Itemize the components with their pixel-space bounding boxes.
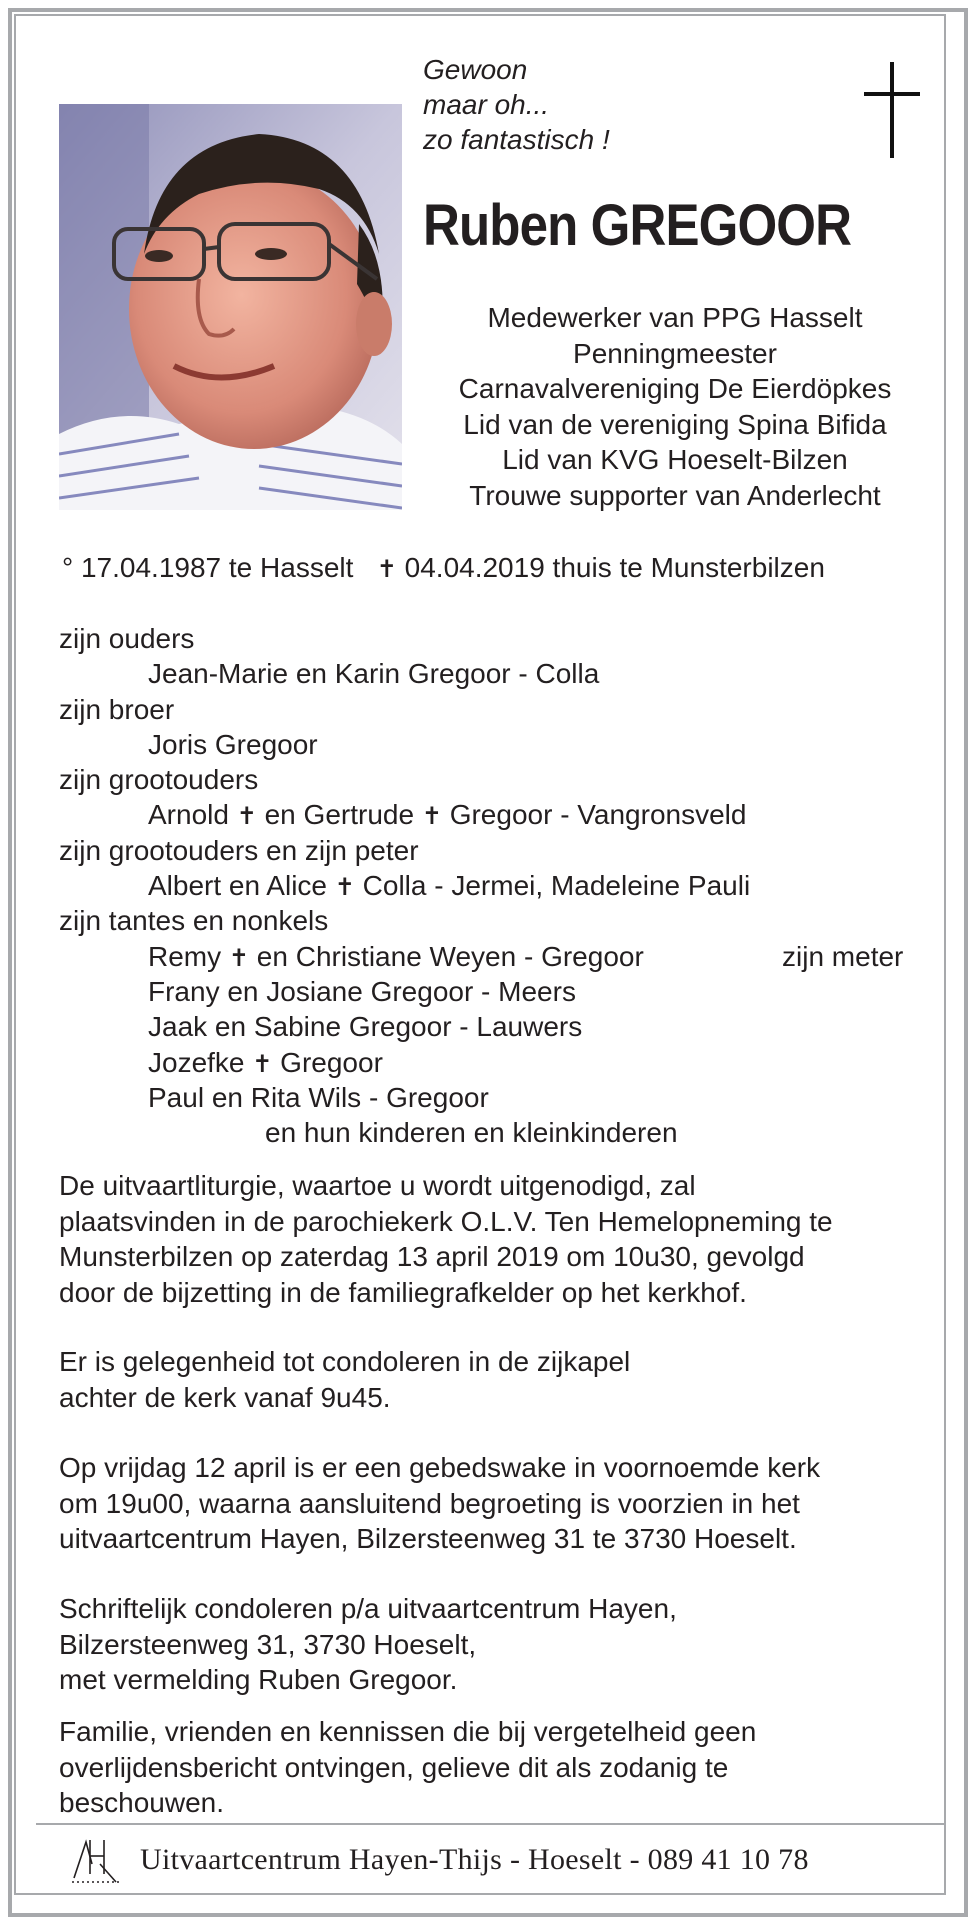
- notice-paragraph: [59, 1714, 939, 1821]
- family-heading: zijn ouders: [59, 623, 195, 654]
- family-member: Jaak en Sabine Gregoor - Lauwers: [148, 1011, 583, 1043]
- role-item: Penningmeester: [573, 337, 777, 369]
- paragraph-line: Munsterbilzen op zaterdag 13 april 2019 om 10u30, gevolgd: [59, 1241, 805, 1272]
- paragraph-line: Schriftelijk condoleren p/a uitvaartcentrum Hayen,: [59, 1593, 677, 1624]
- birth-symbol: °: [62, 552, 74, 583]
- birth-date: 17.04.1987 te Hasselt: [80, 552, 354, 583]
- paragraph-line: overlijdensbericht ontvingen, gelieve dit als zodanig te: [59, 1751, 729, 1783]
- quote-line: maar oh...: [423, 89, 550, 120]
- family-member: Paul en Rita Wils - Gregoor: [148, 1081, 489, 1113]
- role-item: Carnavalvereniging De Eierdöpkes: [458, 373, 892, 404]
- family-member: Joris Gregoor: [148, 728, 318, 760]
- deceased-cross-icon: ✝: [334, 874, 355, 902]
- paragraph-line: beschouwen.: [59, 1787, 225, 1818]
- footer-divider: [36, 1823, 944, 1825]
- family-descendants: en hun kinderen en kleinkinderen: [265, 1117, 678, 1149]
- deceased-cross-icon: ✝: [421, 803, 442, 831]
- family-member-name: Arnold: [148, 799, 229, 831]
- quote-line: zo fantastisch !: [423, 124, 610, 155]
- family-list: [59, 621, 939, 1150]
- family-member-name: Colla - Jermei, Madeleine Pauli: [362, 870, 751, 902]
- family-heading: zijn grootouders en zijn peter: [59, 834, 419, 866]
- paragraph-line: Familie, vrienden en kennissen die bij vergetelheid geen: [59, 1716, 757, 1747]
- family-member-name: en Christiane Weyen - Gregoor: [256, 940, 644, 972]
- family-member-name: Jozefke: [148, 1046, 245, 1078]
- funeral-home-logo-icon: [70, 1834, 122, 1886]
- family-member-name: Remy: [148, 940, 222, 972]
- role-item: Medewerker van PPG Hasselt: [487, 302, 863, 333]
- family-member-name: Albert en Alice: [148, 870, 327, 902]
- written-condolence-paragraph: [59, 1591, 939, 1698]
- roles-list: [415, 300, 935, 513]
- epitaph-quote: [423, 52, 610, 157]
- role-item: Lid van de vereniging Spina Bifida: [463, 408, 887, 440]
- family-heading: zijn broer: [59, 693, 175, 725]
- funeral-home-contact: Uitvaartcentrum Hayen-Thijs - Hoeselt - 089 41 10 78: [140, 1843, 809, 1876]
- death-date: 04.04.2019 thuis te Munsterbilzen: [404, 552, 825, 583]
- family-member: Jean-Marie en Karin Gregoor - Colla: [148, 658, 600, 690]
- family-member-name: Gregoor - Vangronsveld: [449, 799, 747, 831]
- life-dates: [62, 550, 825, 588]
- paragraph-line: om 19u00, waarna aansluitend begroeting is voorzien in het: [59, 1487, 800, 1519]
- family-member-name: Gregoor: [280, 1046, 383, 1078]
- paragraph-line: achter de kerk vanaf 9u45.: [59, 1381, 391, 1413]
- family-member: Frany en Josiane Gregoor - Meers: [148, 975, 576, 1007]
- funeral-paragraph: [59, 1168, 939, 1310]
- paragraph-line: door de bijzetting in de familiegrafkelder op het kerkhof.: [59, 1276, 747, 1308]
- family-member-name: en Gertrude: [264, 799, 415, 831]
- paragraph-line: met vermelding Ruben Gregoor.: [59, 1664, 458, 1695]
- paragraph-line: De uitvaartliturgie, waartoe u wordt uitgenodigd, zal: [59, 1170, 696, 1201]
- deceased-cross-icon: ✝: [228, 944, 250, 972]
- deceased-cross-icon: ✝: [252, 1050, 273, 1078]
- latin-cross-icon: [864, 62, 920, 158]
- paragraph-line: Bilzersteenweg 31, 3730 Hoeselt,: [59, 1628, 477, 1660]
- family-heading: zijn grootouders: [59, 764, 259, 796]
- condolence-paragraph: [59, 1344, 939, 1415]
- role-item: Lid van KVG Hoeselt-Bilzen: [502, 444, 848, 475]
- quote-line: Gewoon: [423, 54, 528, 85]
- portrait-photo: [59, 104, 402, 510]
- family-member: [59, 939, 939, 974]
- wake-paragraph: [59, 1450, 939, 1557]
- footer: [64, 1830, 934, 1890]
- paragraph-line: Op vrijdag 12 april is er een gebedswake in voornoemde kerk: [59, 1452, 821, 1483]
- godmother-note: zijn meter: [782, 940, 904, 972]
- deceased-cross-icon: ✝: [236, 803, 257, 831]
- death-cross-icon: ✝: [376, 556, 397, 583]
- paragraph-line: Er is gelegenheid tot condoleren in de zijkapel: [59, 1346, 631, 1377]
- family-member: [59, 868, 939, 903]
- family-member: [59, 797, 939, 832]
- family-heading: zijn tantes en nonkels: [59, 905, 329, 937]
- paragraph-line: plaatsvinden in de parochiekerk O.L.V. Ten Hemelopneming te: [59, 1205, 833, 1237]
- paragraph-line: uitvaartcentrum Hayen, Bilzersteenweg 31 te 3730 Hoeselt.: [59, 1523, 797, 1554]
- portrait-illustration: [59, 104, 402, 510]
- family-member: [59, 1045, 939, 1080]
- role-item: Trouwe supporter van Anderlecht: [469, 479, 881, 511]
- deceased-name: Ruben GREGOOR: [423, 193, 852, 258]
